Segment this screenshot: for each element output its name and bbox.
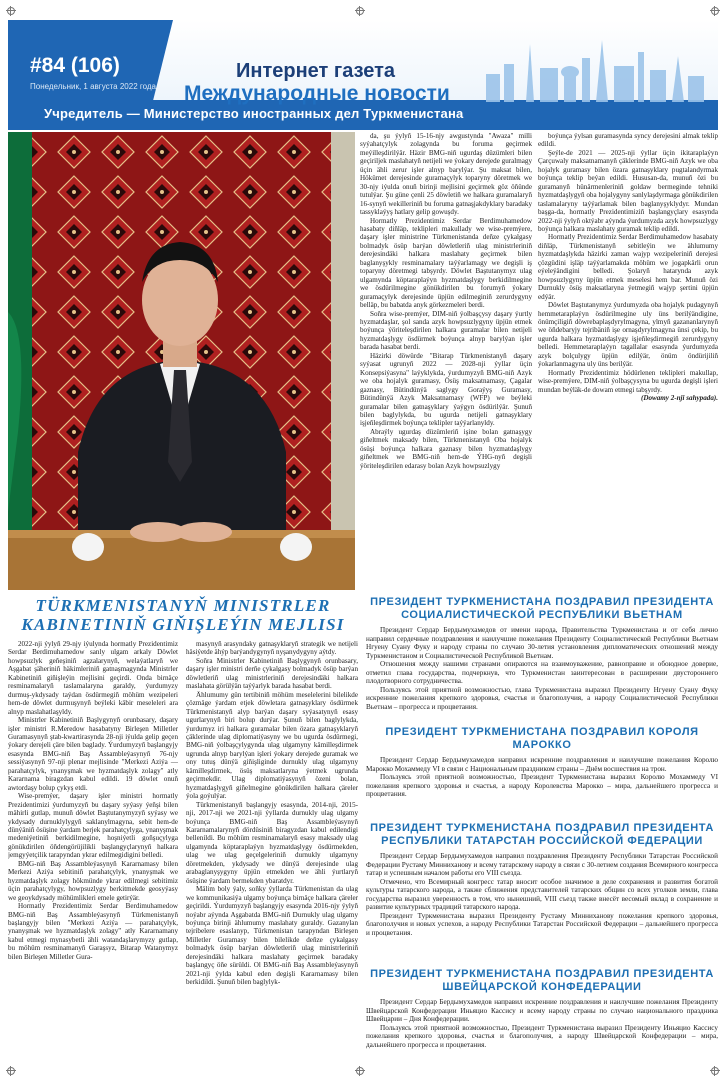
news-body-tatarstan bbox=[366, 852, 718, 964]
paragraph: da, şu ýylyň 15-16-njy awgustynda "Awaza" milli syýahatçylyk zolagynda bu foruma geçirmek meýilleşdirilýär. Häzir BMG-niň ugurdaş düzümleri bilen geçiriljek maslahatyň netijeli we ýokary derejede guralmagy üçin ähli zerur işler alnyp barylýar. Şu maksat bilen, Hökümet derejesinde guramaçylyk toparyny döretmek we 30-njy iýulda onuň birinji mejlisini geçirmek göz öňünde tutulýar. Şu güne çenli 25 döwletiň we halkara guramalaryň 16-synyň wekilleriniň bu foruma gatnaşjakdyklary baradaky tassyklaýyş hatlary gelip gowuşdy. bbox=[360, 132, 532, 217]
news-heading-tatarstan: ПРЕЗИДЕНТ ТУРКМЕНИСТАНА ПОЗДРАВИЛ ПРЕЗИДЕНТА РЕСПУБЛИКИ ТАТАРСТАН РОССИЙСКОЙ ФЕДЕРАЦИИ bbox=[370, 822, 714, 847]
news-body-switzerland bbox=[366, 998, 718, 1068]
news-body-morocco bbox=[366, 756, 718, 816]
paragraph: Президент Сердар Бердымухамедов направил искренние поздравления и наилучшие пожелания Президенту Швейцарской Конфедерации Иньяцио Кассису и всему народу страны по случаю национального праздника Швейцарии – Дня Конфедерации. bbox=[366, 998, 718, 1023]
paragraph: Türkmenistanyň başlangyjy esasynda, 2014-nji, 2015-nji, 2017-nji we 2021-nji ýyllarda durnukly ulag ulgamy boýunça BMG-niň Baş Assambleýasynyň Kararnamalarynyň dördüsiniň biragyzdan kabul edilendigi bellenildi. Bu möhüm resminamalaryň esasy maksady ulag ulgamynda köptaraplaýyn hyzmatdaşlygy ösdürmekden, ulag we ulag geçelgeleriniň durnukly ulgamyny döretmekden, ykdysady we dünýä derejesinde ulag arabaglanyşygyny üpjün etmekden we ähli ýurtlaryň ösüşine ýardam bermekden ybaratdyr. bbox=[186, 800, 358, 885]
paragraph: boýunça ýylsan guramasynda syncy derejesini almak teklip edildi. bbox=[538, 132, 718, 149]
registration-mark-top-right bbox=[710, 6, 720, 16]
main-article-column-2 bbox=[186, 640, 358, 1076]
president-portrait-image bbox=[8, 132, 355, 590]
paragraph: Hormatly Prezidentimiz Serdar Berdimuhamedow BMG-niň Baş Assambleýasynyň Türkmenistanyň başlangyjy bilen "Merkezi Aziýa — parahatçylyk, ynanyşmak we hyzmatdaşlyk zolagy" atly Kararnamany kabul etmegi mynasybetli ähli watandaşlarymyzy gutlap, bu möhüm resminamanyň Garaşsyz, Bitarap Watanymyz bilen Birleşen Milletler Gura- bbox=[8, 902, 178, 961]
paragraph: Soňra Ministrler Kabinetiniň Başlygynyň orunbasary, daşary işler ministri derňe çykalgasy bolmadyk ösüp barýan döwletleriň ulag ministrleriniň derejesindäki halkara maslahata görülýän taýýarlyk barada hasabat berdi. bbox=[186, 656, 358, 691]
continued-note: (Dowamy 2-nji sahypada). bbox=[640, 394, 718, 403]
newspaper-title: Интернет газета bbox=[236, 60, 396, 82]
news-heading-morocco: ПРЕЗИДЕНТ ТУРКМЕНИСТАНА ПОЗДРАВИЛ КОРОЛЯ МАРОККО bbox=[385, 726, 699, 751]
main-article-column-1 bbox=[8, 640, 178, 1076]
issue-number: #84 (106) bbox=[30, 54, 120, 77]
paragraph: Häzirki döwürde "Bitarap Türkmenistanyň daşary syýasat ugrunyň 2022 — 2028-nji ýyllar üçin Konsepsiýasyna" laýyklykda, ýurdumyzyň BMG-niň Azyk we oba hojalyk guramasy, Ösüş maksatnamasy, Çagalar gaznasy, Bütindünýä saglygy Goraýyş Guramasy, Bütindünýä Azyk Maksatnamasy (WFP) we beýleki guramalar bilen gatnaşyklary ýaýgyn ösdürilýär. Şunuň bilen baglylykda, bu ugurda netijeli gatnaşyklary işjeňleşdirmek boýunça teklipler taýýarlanyldy. bbox=[360, 351, 532, 428]
paragraph: Пользуясь этой приятной возможностью, глава Туркменистана выразил Президенту Нгуену Суану Фуку искренние пожелания крепкого здоровья, счастья и благополучия, а народу Социалистической Республики Вьетнам – прогресса и процветания. bbox=[366, 685, 718, 711]
paragraph: Mälim boly ýaly, soňky ýyllarda Türkmenistan da ulag we kommunikasiýa ulgamy boýunça birnäçe halkara çäreler geçirildi. Ýurdumyzyň başlangyjy esasynda 2016-njy ýylyň noýabr aýynda Aşgabatda BMG-niň Durnukly ulag ulgamy boýunça birinji ählumumy maslahaty guraldy. Gazanylan tejribelere esaslanyp, Türkmenistan tarapyndan Birleşen Milletler Guramasy bilen bilelikde deňze çykalgasy bolmadyk ösüp barýan döwletleriň ulag ministrleriniň derejesindäki halkara maslahaty geçirmek baradaky başlangyç öňe sürüldi. Ol BMG-niň Baş Assambleýasynyň 2021-nji ýylda kabul eden degişli Kararnamasy bilen berkidildi. Şunuň bilen baglylyk- bbox=[186, 885, 358, 987]
main-article-column-4 bbox=[538, 132, 718, 590]
news-body-vietnam bbox=[366, 626, 718, 726]
paragraph: Пользуясь этой приятной возможностью, Президент Туркменистана выразил Президенту Иньяцио Кассису пожелания крепкого здоровья, счастья и благополучия, а народу Швейцарской Конфедерации – мира, дальнейшего прогресса и процветания. bbox=[366, 1023, 718, 1049]
paragraph: Şeýle-de 2021 — 2025-nji ýyllar üçin ikitaraplaýyn Çarçuwaly maksatnamanyň çäklerinde BMG-niň Azyk we oba hojalyk guramasy bilen özara gatnaşyklary pugtalandyrmak boýunça teklip beýan edildi. Hususan-da, munuň özi bu guramanyň hünärmenleriniň goldaw bermeginde tehniki hyzmatdaşlygyň oba hojalygyny sanlylaşdyrmaga gönükdirilen taslamalaryny taýýarlamak bilen baglanyşyklydyr. Mundan başga-da, hormatly Prezidentimiziň başlangyçlary esasynda 2022-nji ýylyň oktýabr aýynda ýurdumyzda azyk howpsuzlygy boýunça halkara maslahaty guramak teklip edildi. bbox=[538, 148, 718, 233]
paragraph: Hormatly Prezidentimiz Serdar Berdimuhamedow hasabaty diňläp, Türkmenistanyň sebitleýin we ählumumy hyzmatdaşlykda häzirki zaman wajyp wezipeleriniň derejesi çözgüdini işläp taýýarlamakda möhüm we jogapkärli orun eýeleýändigini belledi. Şolaryň hatarynda azyk howpsuzlygyny üpjün etmek meselesi hem bar. Munuň özi Durnukly ösüş maksatlaryna ýetmegiň wajyp şertini üpjün edýär. bbox=[538, 233, 718, 301]
registration-mark-top-center bbox=[355, 6, 365, 16]
paragraph: Отмечено, что Всемирный конгресс татар вносит особое значимое в деле сохранения и развития богатой культуры татарского народа, а также сближения представителей татарских общин со всех уголков земли, глава государства выразил уверенность в том, что нынешний, VIII съезд также внесёт весомый вклад в сохранение и развитие культурных традиций татарского народа. bbox=[366, 877, 718, 911]
paragraph: Отношения между нашими странами опираются на взаимоуважение, равноправие и обоюдное доверие, отметил глава государства, подчеркнув, что Туркменистан заинтересован в расширении двустороннего плодотворного сотрудничества. bbox=[366, 660, 718, 685]
paragraph: Президент Сердар Бердымухамедов направил искренние поздравления и наилучшие пожелания Королю Марокко Мохаммеду VI в связи с Национальным праздником страны – Днём восшествия на трон. bbox=[366, 756, 718, 773]
paragraph: Президент Сердар Бердымухамедов направил поздравления Президенту Республики Татарстан Российской Федерации Рустаму Минниханову и всему татарскому народу в связи с 30-летием создания Всемирного конгресса татар и успешным началом работы его VIII съезда. bbox=[366, 852, 718, 877]
paragraph: Soňra wise-premýer, DIM-niň ýolbaşçysy daşary ýurtly hyzmatdaşlar, şol sanda azyk howpsuzlygyny üpjün etmek boýunça ýöriteleşdirilen halkara guramalar bilen netijeli hyzmatdaşlygy ösdürmek boýunça alnyp barylýan işler barada hasabat berdi. bbox=[360, 309, 532, 352]
paragraph: BMG-niň Baş Assambleýasynyň Kararnamasy bilen Merkezi Aziýa sebitiniň parahatçylyk, ynanyşmak we hyzmatdaşlyk zolagy hökmünde ykrar edilmegi sebitimiz üçin parahatçylygy, howpsuzlygy berkitmekde geosyýasy we geoykdysady möhümlikleri emele getirýär. bbox=[8, 859, 178, 902]
paragraph: 2022-nji ýylyň 29-njy iýulynda hormatly Prezidentimiz Serdar Berdimuhamedow sanly ulgam arkaly Döwlet howpsuzlyk geňeşiniň agzalarynyň, welaýatlaryň we Aşgabat şäheriniň häkimleriniň gatnaşmagynda Ministrler Kabinetiniň giňişleýin mejlisini geçirdi. Onda birnäçe resminamalaryň taslamalaryna garaldy, ýurdumyzy durmuş-ykdysady taýdan ösdürmegiň möhüm wezipeleri hem-de döwlet durmuşynyň beýleki käbir meseleleri ara alnyp maslahatlaşyldy. bbox=[8, 640, 178, 716]
registration-mark-top-left bbox=[6, 6, 16, 16]
issue-date: Понедельник, 1 августа 2022 года bbox=[30, 82, 157, 91]
paragraph: Wise-premýer, daşary işler ministri hormatly Prezidentimizi ýurdumyzyň bu daşary syýasy ýeňşi bilen mähirli gutlap, munuň döwlet Baştutanymyzyň syýasy we ykdysady durnuklylygyň saklanylmagyna, sebit hem-de dünýäniň ösüşine ýardam berjek parahatçylyga, ynanyşmak medeniýetiniň berkidilmegine, hoşniýetli goňşuçylyga gönükdirilen öňdengörüjilikli başlangyçlarynyň halkara jemgyýetçilik tarapyndan ykrar edilmegidigini belledi. bbox=[8, 792, 178, 860]
news-heading-vietnam: ПРЕЗИДЕНТ ТУРКМЕНИСТАНА ПОЗДРАВИЛ ПРЕЗИДЕНТА СОЦИАЛИСТИЧЕСКОЙ РЕСПУБЛИКИ ВЬЕТНАМ bbox=[370, 596, 714, 621]
news-heading-switzerland: ПРЕЗИДЕНТ ТУРКМЕНИСТАНА ПОЗДРАВИЛ ПРЕЗИДЕНТА ШВЕЙЦАРСКОЙ КОНФЕДЕРАЦИИ bbox=[370, 968, 714, 993]
main-article-heading: TÜRKMENISTANYŇ MINISTRLER KABINETINIŇ GIŇIŞLEÝIN MEJLISI bbox=[21, 596, 345, 634]
newspaper-subtitle: Международные новости bbox=[184, 82, 450, 105]
paragraph: Президент Туркменистана выразил Президенту Рустаму Минниханову пожелания крепкого здоровья, благополучия и новых успехов, а народу Республики Татарстан Российской Федерации – дальнейшего прогресса и процветания. bbox=[366, 911, 718, 937]
paragraph: Пользуясь этой приятной возможностью, Президент Туркменистана выразил Королю Мохаммеду VI пожелания крепкого здоровья и счастья, а народу Королевства Марокко – мира, дальнейшего прогресса и процветания. bbox=[366, 773, 718, 798]
paragraph: Ählumumy gün tertibiniň möhüm meselelerini bilelikde çözmäge ýardam etjek döwletara gatnaşyklary ösdürmek Türkmenistanyň alyp barýan daşary syýasatynyň esasy ugurlarynyň biri bolup durýar. Şunuň bilen baglylykda, ýurdumyz iri halkara guramalar bilen özara gatnaşyklaryň çäklerinde ulag diplomatiýasyny we bu ugurda ösdürmegi, BMG-niň ýolbaşçylygynda ulag ulgamyny kämilleşdirmek ugrunda alnyp barylýan işleri ýokary derejede guramak we ony tutuş dünýä giňişliginde durnukly ulag ulgamyny kämilleşdirmek, ösüş maksatlaryna ýetmek ugrunda geçirmekdir. Ulag diplomatiýasynyň özeni bolan, hyzmatdaşlygyň giňelmegine gönükdirilen halkara çäreler ýola goýulýar. bbox=[186, 690, 358, 801]
paragraph: masynyň arasyndaky gatnaşyklaryň strategik we netijeli häsiýetde ähýp barýandygynyň nyşanydygyny aýtdy. bbox=[186, 640, 358, 657]
ashgabat-skyline-icon bbox=[478, 38, 708, 102]
main-article-column-3 bbox=[360, 132, 532, 590]
paragraph: Döwlet Baştutanymyz ýurdumyzda oba hojalyk pudagynyň hemmetaraplaýyn ösdürilmegine uly üns berilýändigine, önümçiligiň döwrebaplaşdyrylmagyna, ylmyň gazananlarynyň we öňdebaryjy tejribäniň işe ornaşdyrylmagyna ünsi çekip, bu ugurda halkara hyzmatdaşlygy işjeňleşdirmegiň zerurdygyny belledi. Hemmetaraplaýyn tagallalar esasynda ýurdumyzda azyk bolçulygy üpjün edilýär, önüm öndürijiliň ýokarlanmagyna uly üns berilýär. bbox=[538, 301, 718, 369]
paragraph: Президент Сердар Бердымухамедов от имени народа, Правительства Туркменистана и от себя лично направил сердечные поздравления и наилучшие пожелания Президенту Социалистической Республики Вьетнам Нгуену Суану Фуку и народу страны по случаю 30-летия установления дипломатических отношений между Туркменистаном и Социалистической Республикой Вьетнам. bbox=[366, 626, 718, 660]
paragraph: Abraýly ugurdaş düzümleriň işine bolan gatnaşygy giňeltmek maksady bilen, Türkmenistanyň Oba hojalyk ösüşi boýunça halkara gaznasy bilen hyzmatdaşlygy giňeltmek we BMG-niň hem-de ÝHG-nyň degişli ýöriteleşdirilen edarasy bolan Azyk howpsuzlygy bbox=[360, 427, 532, 470]
masthead bbox=[8, 20, 718, 130]
paragraph: Hormatly Prezidentimiz Serdar Berdimuhamedow hasabaty diňläp, teklipleri makullady we wise-premýere, daşary işler ministrine Türkmenistanda deňze çykalgasy bolmadyk ösüp barýan döwletleriň ulag ministrleriniň derejesindäki halkara maslahaty geçirmek bilen baglanyşykly resminamalary taýýarlamagy we degişli iş toparyny döretmegi tabşyrdy. Döwlet Baştutanymyz ulag ulgamynda köptaraplaýyn hyzmatdaşlygy berkidilmegine we ösdürilmegine gönükdirilen bu forumyň ýokary guramaçylyk derejesinde üpjün edilmeginiň zerurdygyny belläp, bu babatda anyk görkezmeleri berdi. bbox=[360, 216, 532, 310]
founder-line: Учредитель — Министерство иностранных дел Туркменистана bbox=[44, 106, 464, 121]
paragraph: Hormatly Prezidentimiz hödürlenen teklipleri makullap, wise-premýere, DIM-niň ýolbaşçysyna bu ugurda degişli işleri mundan beýläk-de dowam etmegi tabşyrdy. bbox=[538, 368, 718, 394]
paragraph: Ministrler Kabinetiniň Başlygynyň orunbasary, daşary işler ministri R.Meredow hasabatyny Birleşen Milletler Guramasynyň ştab-kwartirasynda 28-nji iýulda gelip geçen ýokary derejeli çäre bilen baglady. Ýurdumyzyň başlangyjy esasynda BMG-niň Baş Assambleýasynyň 76-njy sessiýasynyň 97-nji plenar mejlisinde "Merkezi Aziýa — parahatçylyk, ynanyşmak we hyzmatdaşlyk zolagy" atly Kararnama biragzdan kabul edildi. 19 döwlet onuň awtordaşy bolup çykyş etdi. bbox=[8, 716, 178, 792]
